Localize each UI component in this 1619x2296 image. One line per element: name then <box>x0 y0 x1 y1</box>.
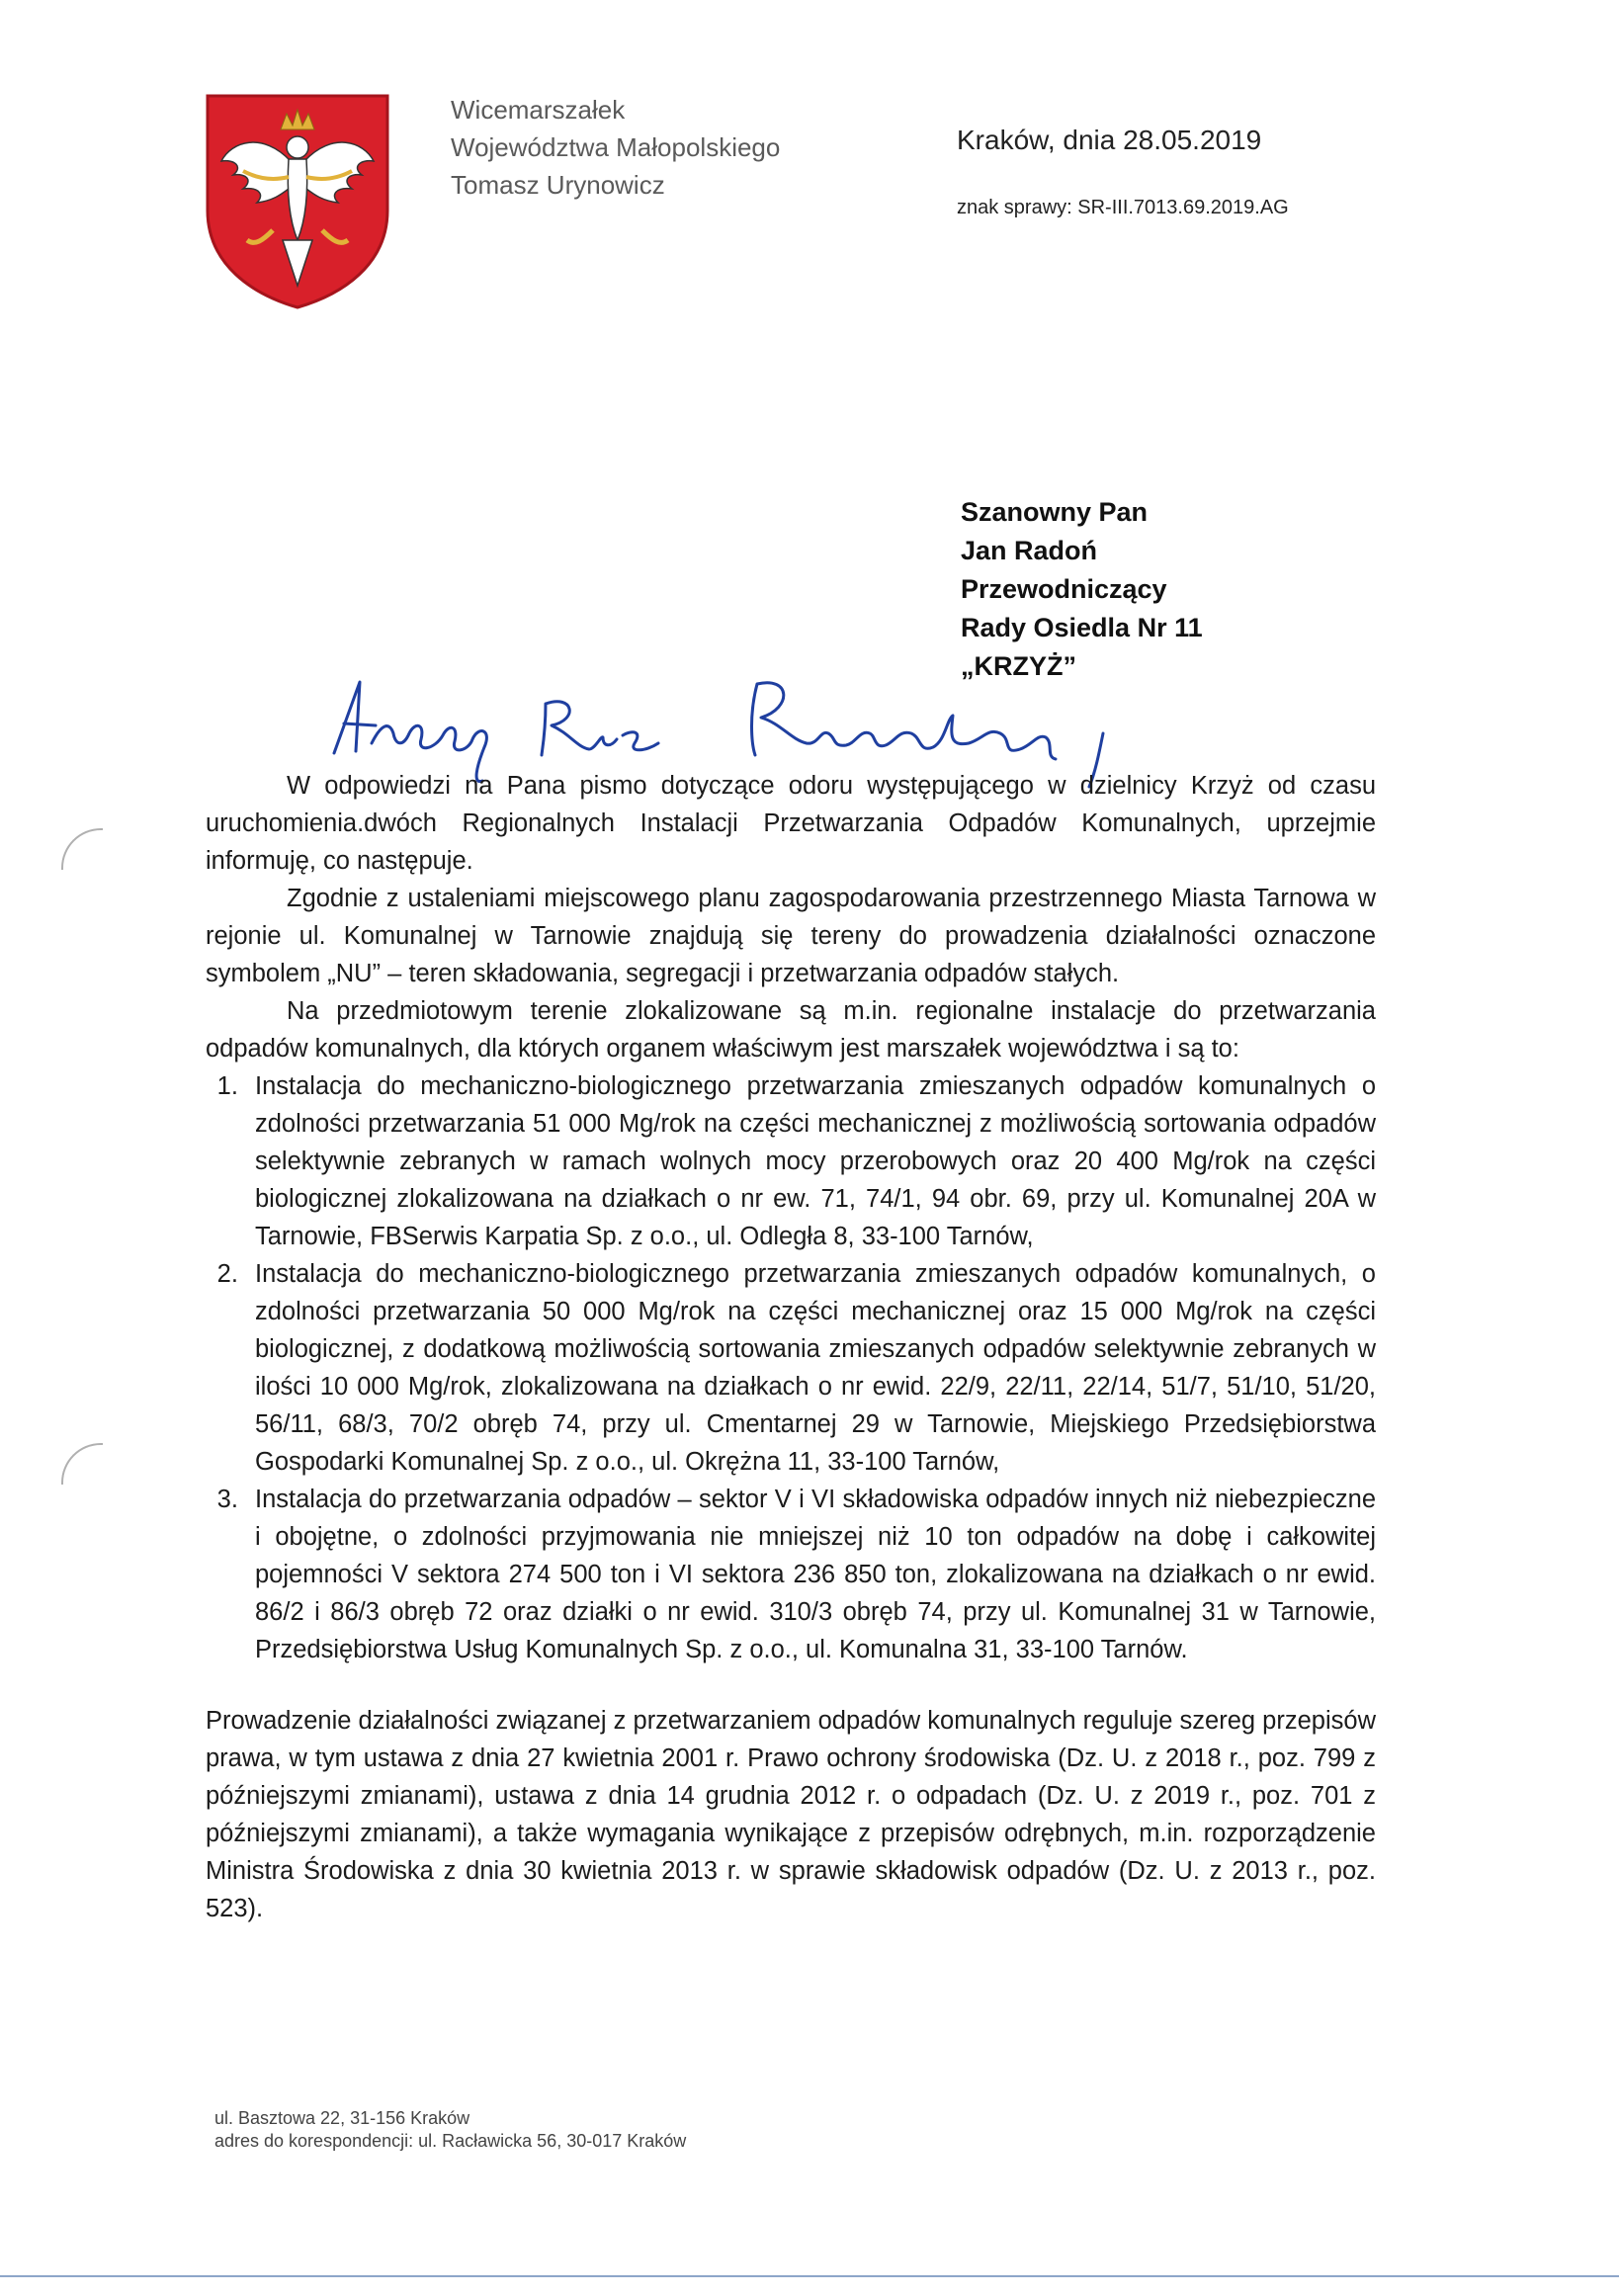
addressee-line: Szanowny Pan <box>961 497 1149 527</box>
footer-address <box>214 2107 686 2153</box>
addressee-line: Rady Osiedla Nr 11 <box>961 613 1203 642</box>
list-item: 1. Instalacja do mechaniczno-biologicznego przetwarzania zmieszanych odpadów komunalnych o zdolności przetwarzania 51 000 Mg/rok na części mechanicznej z możliwością sortowania odpadów selektywnie zebranych w ramach wolnych mocy przerobowych oraz 20 400 Mg/rok na części biologicznej zlokalizowana na działkach o nr ew. 71, 74/1, 94 obr. 69, przy ul. Komunalnej 20A w Tarnowie, FBSerwis Karpatia Sp. z o.o., ul. Odległa 8, 33-100 Tarnów, <box>245 1067 1376 1255</box>
addressee-block <box>961 493 1203 686</box>
footer-line: adres do korespondencji: ul. Racławicka 56, 30-017 Kraków <box>214 2131 687 2151</box>
case-reference: znak sprawy: SR-III.7013.69.2019.AG <box>957 197 1289 218</box>
body-paragraph: Na przedmiotowym terenie zlokalizowane są m.in. regionalne instalacje do przetwarzania odpadów komunalnych, dla których organem właściwym jest marszałek województwa i są to: <box>206 997 1376 1063</box>
addressee-line: Jan Radoń <box>961 536 1098 565</box>
addressee-line: „KRZYŻ” <box>961 651 1076 681</box>
margin-mark <box>61 828 103 870</box>
sender-block <box>451 91 780 204</box>
sender-line: Wicemarszałek <box>451 95 626 125</box>
footer-line: ul. Basztowa 22, 31-156 Kraków <box>214 2108 470 2128</box>
sender-line: Tomasz Urynowicz <box>451 170 665 200</box>
coat-of-arms-icon <box>204 92 391 311</box>
body-paragraph: Zgodnie z ustaleniami miejscowego planu zagospodarowania przestrzennego Miasta Tarnowa w rejonie ul. Komunalnej w Tarnowie znajdują się tereny do prowadzenia działalności oznaczone symbolem „NU” – teren składowania, segregacji i przetwarzania odpadów stałych. <box>206 885 1376 987</box>
addressee-line: Przewodniczący <box>961 574 1167 604</box>
list-item: 3. Instalacja do przetwarzania odpadów – sektor V i VI składowiska odpadów innych niż niebezpieczne i obojętne, o zdolności przyjmowania nie mniejszej niż 10 ton odpadów na dobę i całkowitej pojemności V sektora 274 500 ton i VI sektora 236 850 ton, zlokalizowana na działkach o nr ewid. 86/2 i 86/3 obręb 72 oraz działki o nr ewid. 310/3 obręb 74, przy ul. Komunalnej 31 w Tarnowie, Przedsiębiorstwa Usług Komunalnych Sp. z o.o., ul. Komunalna 31, 33-100 Tarnów. <box>245 1481 1376 1668</box>
letter-body <box>206 767 1376 1927</box>
sender-line: Województwa Małopolskiego <box>451 132 781 162</box>
margin-mark <box>61 1443 103 1485</box>
body-paragraph: Prowadzenie działalności związanej z przetwarzaniem odpadów komunalnych reguluje szereg przepisów prawa, w tym ustawa z dnia 27 kwietnia 2001 r. Prawo ochrony środowiska (Dz. U. z 2018 r., poz. 799 z późniejszymi zmianami), ustawa z dnia 14 grudnia 2012 r. o odpadach (Dz. U. z 2019 r., poz. 701 z późniejszymi zmianami), a także wymagania wynikające z przepisów odrębnych, m.in. rozporządzenie Ministra Środowiska z dnia 30 kwietnia 2013 r. w sprawie składowisk odpadów (Dz. U. z 2013 r., poz. 523). <box>206 1707 1376 1922</box>
footer-rule <box>0 2275 1619 2277</box>
body-paragraph: W odpowiedzi na Pana pismo dotyczące odoru występującego w dzielnicy Krzyż od czasu uruchomienia.dwóch Regionalnych Instalacji Przetwarzania Odpadów Komunalnych, uprzejmie informuję, co następuje. <box>206 772 1376 875</box>
letter-date: Kraków, dnia 28.05.2019 <box>957 125 1262 155</box>
installations-list <box>206 1067 1376 1668</box>
list-item: 2. Instalacja do mechaniczno-biologicznego przetwarzania zmieszanych odpadów komunalnych, o zdolności przetwarzania 50 000 Mg/rok na części mechanicznej oraz 15 000 Mg/rok na części biologicznej, z dodatkową możliwością sortowania zmieszanych odpadów selektywnie zebranych w ilości 10 000 Mg/rok, zlokalizowana na działkach o nr ewid. 22/9, 22/11, 22/14, 51/7, 51/10, 51/20, 56/11, 68/3, 70/2 obręb 74, przy ul. Cmentarnej 29 w Tarnowie, Miejskiego Przedsiębiorstwa Gospodarki Komunalnej Sp. z o.o., ul. Okrężna 11, 33-100 Tarnów, <box>245 1255 1376 1481</box>
